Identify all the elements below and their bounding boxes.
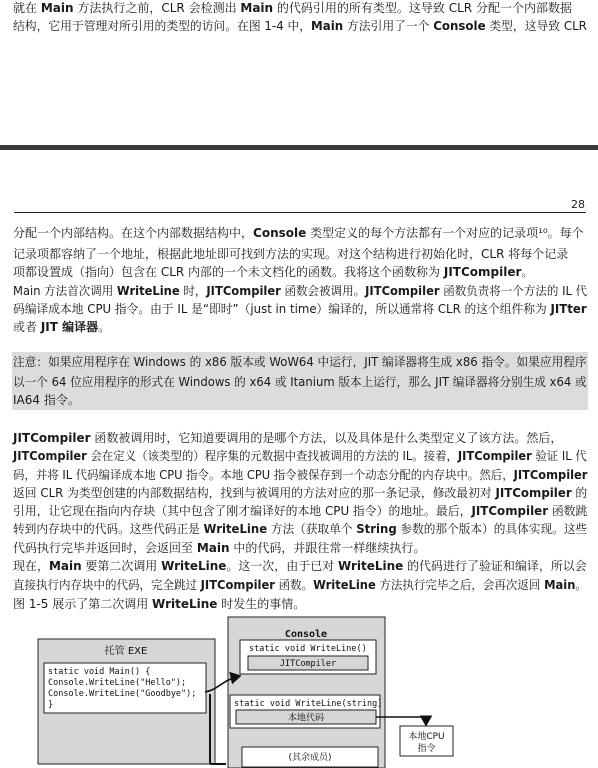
paragraph-line: 记录项都容纳了一个地址，根据此地址即可找到方法的实现。对这个结构进行初始化时，CLR 将每个记录	[13, 247, 569, 261]
native-code-label: 本地代码	[287, 713, 325, 724]
header-rule	[14, 212, 586, 213]
top-text-line: 就在 Main 方法执行之前，CLR 会检测出 Main 的代码引用的所有类型。这导致 CLR 分配一个内部数据	[13, 1, 572, 15]
paragraph-line: 图 1-5 展示了第二次调用 WriteLine 时发生的事情。	[13, 597, 306, 611]
other-members-label: (其余成员)	[288, 753, 332, 763]
paragraph-line: 码，并将 IL 代码编译成本地 CPU 指令。本地 CPU 指令被保存到一个动态分配的内存块中。然后，JITCompiler	[13, 468, 588, 482]
paragraph-line: 返回 CLR 为类型创建的内部数据结构，找到与被调用的方法对应的那一条记录，修改最初对 JITCompiler 的	[13, 486, 588, 500]
console-title: Console	[284, 629, 328, 640]
console-sig-2: static void WriteLine(string)	[234, 699, 383, 709]
paragraph-line: 引用，让它现在指向内存块（其中包含了刚才编译好的本地 CPU 指令）的地址。最后，JITCompiler 函数跳	[13, 504, 588, 518]
paragraph-line: 码编译成本地 CPU 指令。由于 IL 是“即时”（just in time）编译的，所以通常将 CLR 的这个组件称为 JITter	[13, 302, 587, 316]
note-line: 注意：如果应用程序在 Windows 的 x86 版本或 WoW64 中运行，JIT 编译器将生成 x86 指令。如果应用程序	[13, 355, 587, 369]
page-number: 28	[571, 198, 585, 211]
paragraph-line: 代码执行完毕并返回时，会返回至 Main 中的代码，并跟往常一样继续执行。	[13, 541, 426, 555]
note-line: IA64 指令。	[13, 393, 80, 407]
paragraph-line: JITCompiler 会在定义（该类型的）程序集的元数据中查找被调用的方法的 IL。接着，JITCompiler 验证 IL 代	[13, 449, 587, 463]
paragraph-line: 项都设置成（指向）包含在 CLR 内部的一个未文档化的函数。我将这个函数称为 JITCompiler。	[13, 265, 534, 279]
paragraph-line: JITCompiler 函数被调用时，它知道要调用的是哪个方法，以及具体是什么类型定义了该方法。然后，	[13, 431, 563, 445]
paragraph-line: 现在，Main 要第二次调用 WriteLine。这一次，由于已对 WriteLine 的代码进行了验证和编译，所以会	[13, 559, 587, 573]
figure-1-5	[0, 612, 598, 768]
paragraph-line: 分配一个内部结构。在这个内部数据结构中，Console 类型定义的每个方法都有一个对应的记录项¹⁰。每个	[13, 226, 584, 240]
jitcompiler-label: JITCompiler	[279, 659, 337, 669]
main-code-line-3: Console.WriteLine("Goodbye");	[48, 689, 197, 699]
paragraph-line: 或者 JIT 编译器。	[13, 320, 111, 334]
main-code-line-1: static void Main() {	[48, 667, 151, 677]
main-code-line-4: }	[48, 700, 54, 710]
managed-exe-title: 托管 EXE	[104, 646, 148, 657]
paragraph-line: Main 方法首次调用 WriteLine 时，JITCompiler 函数会被调用。JITCompiler 函数负责将一个方法的 IL 代	[13, 284, 588, 298]
native-cpu-line-2: 指令	[417, 744, 436, 754]
main-code-line-2: Console.WriteLine("Hello");	[48, 678, 187, 688]
top-text-line: 结构，它用于管理对所引用的类型的访问。在图 1-4 中，Main 方法引用了一个 Console 类型，这导致 CLR	[13, 19, 587, 33]
console-sig-1: static void WriteLine()	[249, 644, 367, 654]
paragraph-line: 转到内存块中的代码。这些代码正是 WriteLine 方法（获取单个 String 参数的那个版本）的具体实现。这些	[13, 522, 588, 536]
native-cpu-line-1: 本地CPU	[408, 732, 445, 742]
note-line: 以一个 64 位应用程序的形式在 Windows 的 x64 或 Itanium 版本上运行，那么 JIT 编译器将分别生成 x64 或	[13, 375, 587, 389]
paragraph-line: 直接执行内存块中的代码，完全跳过 JITCompiler 函数。WriteLine 方法执行完毕之后，会再次返回 Main。	[13, 578, 587, 592]
